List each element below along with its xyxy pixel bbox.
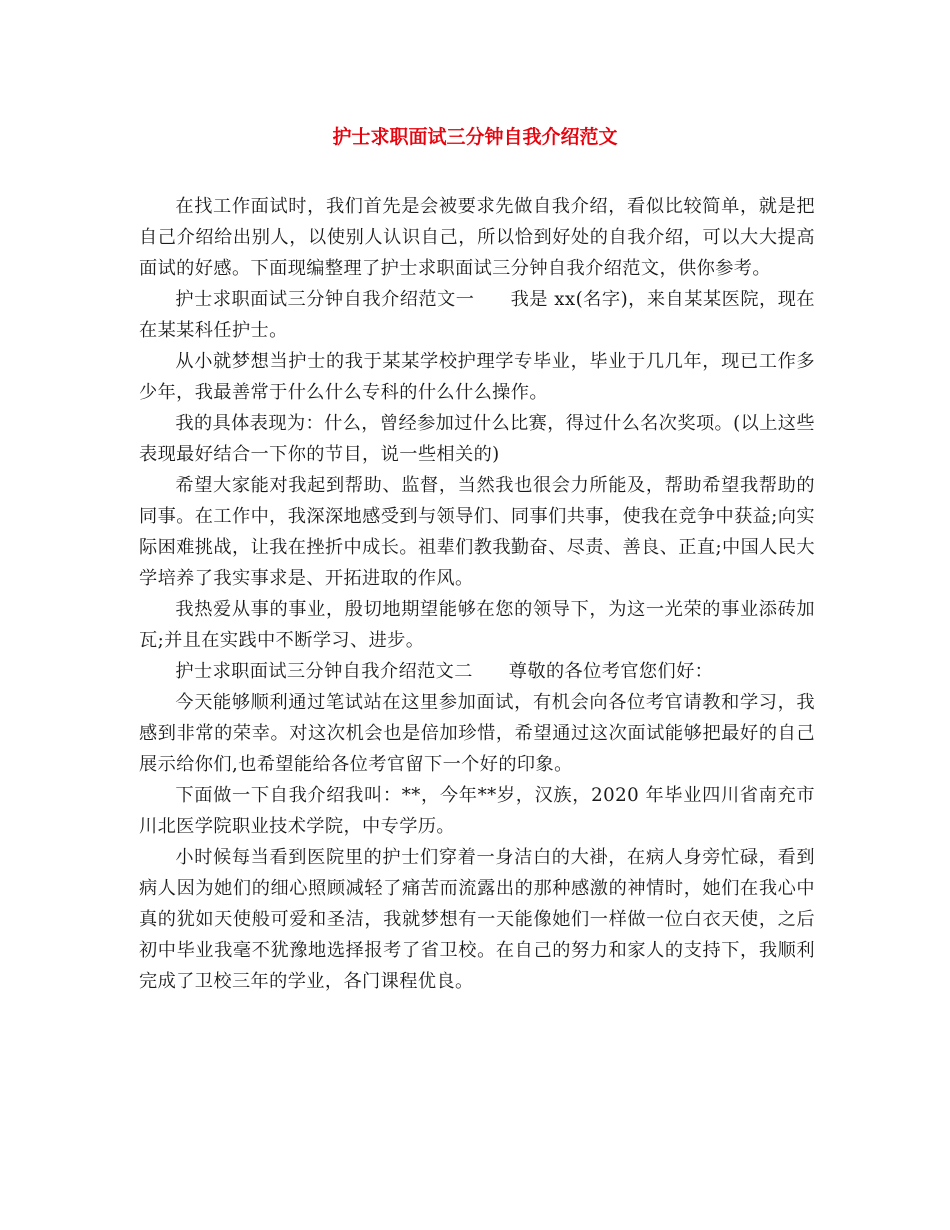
paragraph: [139, 346, 815, 408]
paragraph-text: 小时候每当看到医院里的护士们穿着一身洁白的大褂，在病人身旁忙碌，看到病人因为她们的细心照顾减轻了痛苦而流露出的那种感激的神情时，她们在我心中真的犹如天使般可爱和圣洁，我就梦想有一天能像她们一样做一位白衣天使，之后初中毕业我毫不犹豫地选择报考了省卫校。在自己的努力和家人的支持下，我顺利完成了卫校三年的学业，各门课程优良。: [139, 847, 815, 992]
paragraph-text: 我是 xx(名字)，来自某某医院，现在在某某科任护士。: [139, 289, 815, 341]
paragraph: [139, 687, 815, 780]
paragraph: [139, 594, 815, 656]
document-body: [139, 191, 815, 997]
paragraph-text: 今天能够顺利通过笔试站在这里参加面试，有机会向各位考官请教和学习，我感到非常的荣幸。对这次机会也是倍加珍惜，希望通过这次面试能够把最好的自己展示给你们,也希望能给各位考官留下一个好的印象。: [139, 692, 815, 775]
paragraph: [139, 191, 815, 284]
paragraph-with-heading: [139, 284, 815, 346]
paragraph-text: 我热爱从事的事业，殷切地期望能够在您的领导下，为这一光荣的事业添砖加瓦;并且在实践中不断学习、进步。: [139, 599, 815, 651]
paragraph: [139, 470, 815, 594]
paragraph: [139, 408, 815, 470]
paragraph: [139, 842, 815, 997]
section-heading: 护士求职面试三分钟自我介绍范文二: [175, 661, 473, 682]
paragraph: [139, 780, 815, 842]
paragraph-text: 下面做一下自我介绍我叫：**，今年**岁，汉族，2020 年毕业四川省南充市川北医学院职业技术学院，中专学历。: [139, 785, 815, 837]
paragraph-text: 在找工作面试时，我们首先是会被要求先做自我介绍，看似比较简单，就是把自己介绍给出别人，以使别人认识自己，所以恰到好处的自我介绍，可以大大提高面试的好感。下面现编整理了护士求职面试三分钟自我介绍范文，供你参考。: [139, 196, 815, 279]
paragraph-text: 尊敬的各位考官您们好：: [508, 661, 714, 682]
paragraph-text: 希望大家能对我起到帮助、监督，当然我也很会力所能及，帮助希望我帮助的同事。在工作中，我深深地感受到与领导们、同事们共事，使我在竞争中获益;向实际困难挑战，让我在挫折中成长。祖辈们教我勤奋、尽责、善良、正直;中国人民大学培养了我实事求是、开拓进取的作风。: [139, 475, 815, 589]
paragraph-text: 我的具体表现为：什么，曾经参加过什么比赛，得过什么名次奖项。(以上这些表现最好结合一下你的节目，说一些相关的): [139, 413, 815, 465]
paragraph-text: 从小就梦想当护士的我于某某学校护理学专毕业，毕业于几几年，现已工作多少年，我最善常于什么什么专科的什么什么操作。: [139, 351, 815, 403]
paragraph-with-heading: [139, 656, 815, 687]
document-title: 护士求职面试三分钟自我介绍范文: [332, 126, 618, 148]
section-heading: 护士求职面试三分钟自我介绍范文一: [175, 289, 475, 310]
